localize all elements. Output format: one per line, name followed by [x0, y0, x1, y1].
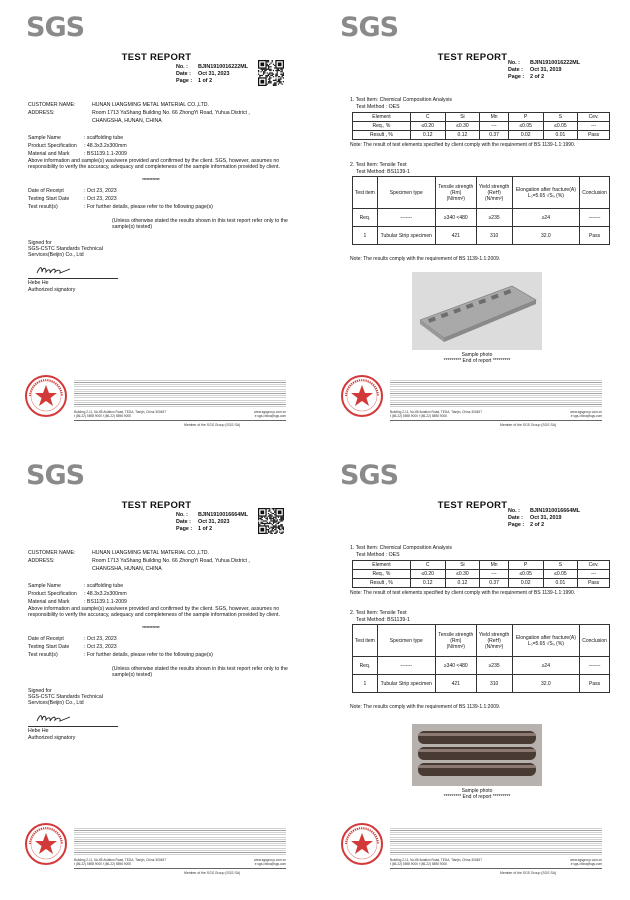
table-cell: ≤0.05 — [543, 122, 578, 131]
footer-address: Building 2-11, No.85 Aviation Road, TEDA, Tianjin, China 300457 www.sgsgroup.com.cn t (86-22) 5898 9000 f (86-22) 5898 9005 e sgs.china@sgs.com — [74, 410, 286, 419]
photo-caption: Sample photo ********* End of report ********* — [443, 352, 511, 364]
table-row — [353, 209, 610, 227]
table-cell: ≥340 <480 — [435, 657, 476, 675]
report-meta: No. : BJIN1910016222ML Date : Oct 31, 2019 Page : 2 of 2 — [508, 60, 581, 81]
material-row: Material and Mark : BS1139.1.1-2009 — [28, 599, 127, 605]
table-cell: Mn — [480, 561, 509, 570]
table-cell: 421 — [435, 675, 476, 693]
table-cell: Req. — [353, 657, 378, 675]
separator-stars: ************ — [142, 178, 160, 184]
table-cell: ≥24 — [512, 657, 580, 675]
table-cell: Cev. — [578, 561, 610, 570]
sample-photo — [412, 272, 542, 350]
chemical-note: Note: The result of test elements specified by client comply with the requirement of BS 1139-1.1:1990. — [350, 590, 576, 596]
table-cell: Req., % — [353, 570, 411, 579]
table-cell: Result , % — [353, 131, 411, 140]
address-row-2: CHANGSHA, HUNAN, CHINA — [92, 118, 162, 124]
signed-org: SGS-CSTC Standards Technical — [28, 694, 103, 700]
signed-for: Signed for — [28, 688, 52, 694]
table-cell: 0.01 — [543, 131, 578, 140]
table-cell: C — [410, 113, 445, 122]
table-cell: S — [543, 561, 578, 570]
table-cell: 0.37 — [480, 131, 509, 140]
disclaimer: Above information and sample(s) was/were provided and confirmed by the client. SGS, however, assumes no responsibility to verify the accuracy, adequacy and completeness of the sample information provided by client. — [28, 158, 280, 171]
terms-fine-print — [74, 380, 286, 408]
report-meta: No. : BJIN1910016664ML Date : Oct 31, 2019 Page : 2 of 2 — [508, 508, 581, 529]
table-cell: 0.12 — [410, 579, 445, 588]
signer-name: Hebe He — [28, 728, 49, 734]
table-cell: --- — [480, 570, 509, 579]
table-cell: ≥24 — [512, 209, 580, 227]
address-row: ADDRESS: Room 1713 YaShang Building No. 66 ZhongYi Road, Yuhua District , — [28, 558, 250, 564]
footer-member: Member of the SGS Group (SGS SA) — [184, 423, 241, 427]
section-tensile: 2. Test Item: Tensile Test — [350, 610, 407, 616]
table-cell: 32.0 — [512, 227, 580, 245]
unless-note: (Unless otherwise stated the results shown in this test report refer only to the sample(s) tested) — [112, 666, 288, 679]
separator-stars: ************ — [142, 626, 160, 632]
table-cell: P — [508, 561, 543, 570]
tensile-note: Note: The results comply with the requirement of BS 1139-1.1:2009. — [350, 704, 501, 710]
terms-fine-print — [390, 380, 602, 408]
customer-name-row: CUSTOMER NAME: HUNAN LIANGMING METAL MATERIAL CO.,LTD. — [28, 102, 209, 108]
table-cell: Si — [445, 561, 480, 570]
table-cell: 0.01 — [543, 579, 578, 588]
chemical-method: Test Method : OES — [356, 552, 400, 558]
table-cell: Element — [353, 113, 411, 122]
official-seal-icon — [340, 822, 384, 866]
footer-address: Building 2-11, No.85 Aviation Road, TEDA, Tianjin, China 300457 www.sgsgroup.com.cn t (86-22) 5898 9000 f (86-22) 5898 9005 e sgs.china@sgs.com — [390, 858, 602, 867]
table-cell: Si — [445, 113, 480, 122]
table-row — [353, 579, 610, 588]
signer-name: Hebe He — [28, 280, 49, 286]
table-cell: 0.12 — [445, 579, 480, 588]
table-row: Test item Specimen type Tensile strength (Rm) (N/mm²) Yield strength (ReH) (N/mm²) Elongation after fracture(A) L₀=5.65 √S₀ (%) Conclusion — [353, 177, 610, 209]
official-seal-icon — [340, 374, 384, 418]
table-row — [353, 131, 610, 140]
section-tensile: 2. Test Item: Tensile Test — [350, 162, 407, 168]
table-cell: 0.02 — [508, 131, 543, 140]
table-row — [353, 113, 610, 122]
signed-org-2: Services(Beijin) Co., Ltd — [28, 700, 84, 706]
table-cell: Req., % — [353, 122, 411, 131]
table-cell: Tubular Strip specimen — [377, 675, 435, 693]
table-cell: --- — [480, 122, 509, 131]
customer-name-row: CUSTOMER NAME: HUNAN LIANGMING METAL MATERIAL CO.,LTD. — [28, 550, 209, 556]
report-page-2 — [320, 4, 625, 444]
table-cell: --- — [578, 570, 610, 579]
chemical-method: Test Method : OES — [356, 104, 400, 110]
signed-org: SGS-CSTC Standards Technical — [28, 246, 103, 252]
table-cell: --- — [578, 122, 610, 131]
table-cell: ≤0.05 — [508, 122, 543, 131]
report-page-3 — [4, 452, 309, 892]
table-cell: 0.02 — [508, 579, 543, 588]
sample-photo — [412, 724, 542, 786]
product-spec-row: Product Specification : 48.3x3.2x300mm — [28, 591, 127, 597]
table-cell: Pass — [580, 227, 610, 245]
table-cell: 421 — [435, 227, 476, 245]
table-cell: 310 — [476, 675, 512, 693]
tensile-note: Note: The results comply with the requirement of BS 1139-1.1:2009. — [350, 256, 501, 262]
table-cell: ≤0.20 — [410, 570, 445, 579]
table-row — [353, 570, 610, 579]
footer-member: Member of the SGS Group (SGS SA) — [184, 871, 241, 875]
footer-address: Building 2-11, No.85 Aviation Road, TEDA, Tianjin, China 300457 www.sgsgroup.com.cn t (86-22) 5898 9000 f (86-22) 5898 9005 e sgs.china@sgs.com — [390, 410, 602, 419]
signer-title: Authorized signatory — [28, 735, 76, 741]
section-chemical: 1. Test Item: Chemical Composition Analysis — [350, 545, 452, 551]
signature-icon — [34, 711, 74, 725]
chemical-note: Note: The result of test elements specified by client comply with the requirement of BS 1139-1.1:1990. — [350, 142, 576, 148]
table-cell: 32.0 — [512, 675, 580, 693]
table-row — [353, 657, 610, 675]
table-cell: Element — [353, 561, 411, 570]
photo-caption: Sample photo ********* End of report ********* — [443, 788, 511, 800]
address-row-2: CHANGSHA, HUNAN, CHINA — [92, 566, 162, 572]
table-cell: ------- — [580, 657, 610, 675]
report-title: TEST REPORT — [121, 52, 192, 63]
sgs-logo: SGS — [340, 12, 399, 43]
signer-title: Authorized signatory — [28, 287, 76, 293]
table-cell: C — [410, 561, 445, 570]
sample-name-row: Sample Name : scaffolding tube — [28, 135, 124, 141]
product-spec-row: Product Specification : 48.3x3.2x300mm — [28, 143, 127, 149]
unless-note: (Unless otherwise stated the results shown in this test report refer only to the sample(s) tested) — [112, 218, 288, 231]
table-row: Test item Specimen type Tensile strength (Rm) (N/mm²) Yield strength (ReH) (N/mm²) Elongation after fracture(A) L₀=5.65 √S₀ (%) Conclusion — [353, 625, 610, 657]
official-seal-icon — [24, 374, 68, 418]
table-cell: ≤0.05 — [508, 570, 543, 579]
tensile-table — [352, 176, 610, 245]
table-cell: S — [543, 113, 578, 122]
signature-icon — [34, 263, 74, 277]
tensile-method: Test Method: BS1139-1 — [356, 169, 410, 175]
tensile-table — [352, 624, 610, 693]
table-cell: ≤0.30 — [445, 122, 480, 131]
date-receipt-row: Date of Receipt : Oct 23, 2023 — [28, 636, 117, 642]
table-cell: ≥340 <480 — [435, 209, 476, 227]
footer-address: Building 2-11, No.85 Aviation Road, TEDA, Tianjin, China 300457 www.sgsgroup.com.cn t (86-22) 5898 9000 f (86-22) 5898 9005 e sgs.china@sgs.com — [74, 858, 286, 867]
testing-start-row: Testing Start Date : Oct 23, 2023 — [28, 644, 117, 650]
section-chemical: 1. Test Item: Chemical Composition Analysis — [350, 97, 452, 103]
sample-name-row: Sample Name : scaffolding tube — [28, 583, 124, 589]
tensile-method: Test Method: BS1139-1 — [356, 617, 410, 623]
report-title: TEST REPORT — [437, 500, 508, 511]
table-cell: P — [508, 113, 543, 122]
table-cell: Cev. — [578, 113, 610, 122]
report-page-1 — [4, 4, 309, 444]
sgs-logo: SGS — [340, 460, 399, 491]
report-page-4 — [320, 452, 625, 892]
sgs-logo: SGS — [26, 12, 85, 43]
material-row: Material and Mark : BS1139.1.1-2009 — [28, 151, 127, 157]
table-row — [353, 227, 610, 245]
official-seal-icon — [24, 822, 68, 866]
table-cell: 0.12 — [445, 131, 480, 140]
chemical-table — [352, 560, 610, 588]
table-cell: ------- — [580, 209, 610, 227]
table-cell: ≤0.20 — [410, 122, 445, 131]
report-meta: No. : BJIN1910016222ML Date : Oct 31, 2023 Page : 1 of 2 — [176, 64, 249, 85]
table-row — [353, 675, 610, 693]
terms-fine-print — [74, 828, 286, 856]
test-results-row: Test result(s) : For further details, please refer to the following page(s) — [28, 652, 213, 658]
qr-code-icon — [258, 60, 284, 86]
table-cell: 1 — [353, 675, 378, 693]
table-cell: 310 — [476, 227, 512, 245]
table-cell: Mn — [480, 113, 509, 122]
table-cell: Result , % — [353, 579, 411, 588]
table-cell: Pass — [580, 675, 610, 693]
table-cell: 1 — [353, 227, 378, 245]
report-title: TEST REPORT — [121, 500, 192, 511]
table-cell: ------- — [377, 657, 435, 675]
test-results-row: Test result(s) : For further details, please refer to the following page(s) — [28, 204, 213, 210]
table-cell: ≤0.30 — [445, 570, 480, 579]
signed-for: Signed for — [28, 240, 52, 246]
table-cell: Pass — [578, 131, 610, 140]
table-row — [353, 122, 610, 131]
date-receipt-row: Date of Receipt : Oct 23, 2023 — [28, 188, 117, 194]
table-cell: ≥235 — [476, 657, 512, 675]
terms-fine-print — [390, 828, 602, 856]
report-meta: No. : BJIN1910016664ML Date : Oct 31, 2023 Page : 1 of 2 — [176, 512, 249, 533]
report-title: TEST REPORT — [437, 52, 508, 63]
qr-code-icon — [258, 508, 284, 534]
table-cell: Tubular Strip specimen — [377, 227, 435, 245]
table-cell: Req. — [353, 209, 378, 227]
signed-org-2: Services(Beijin) Co., Ltd — [28, 252, 84, 258]
table-cell: ≤0.05 — [543, 570, 578, 579]
table-cell: ≥235 — [476, 209, 512, 227]
table-cell: 0.37 — [480, 579, 509, 588]
footer-member: Member of the SGS Group (SGS SA) — [500, 423, 557, 427]
chemical-table — [352, 112, 610, 140]
footer-member: Member of the SGS Group (SGS SA) — [500, 871, 557, 875]
table-row — [353, 561, 610, 570]
table-cell: 0.12 — [410, 131, 445, 140]
testing-start-row: Testing Start Date : Oct 23, 2023 — [28, 196, 117, 202]
table-cell: Pass — [578, 579, 610, 588]
address-row: ADDRESS: Room 1713 YaShang Building No. 66 ZhongYi Road, Yuhua District , — [28, 110, 250, 116]
disclaimer: Above information and sample(s) was/were provided and confirmed by the client. SGS, however, assumes no responsibility to verify the accuracy, adequacy and completeness of the sample information provided by client. — [28, 606, 280, 619]
sgs-logo: SGS — [26, 460, 85, 491]
table-cell: ------- — [377, 209, 435, 227]
